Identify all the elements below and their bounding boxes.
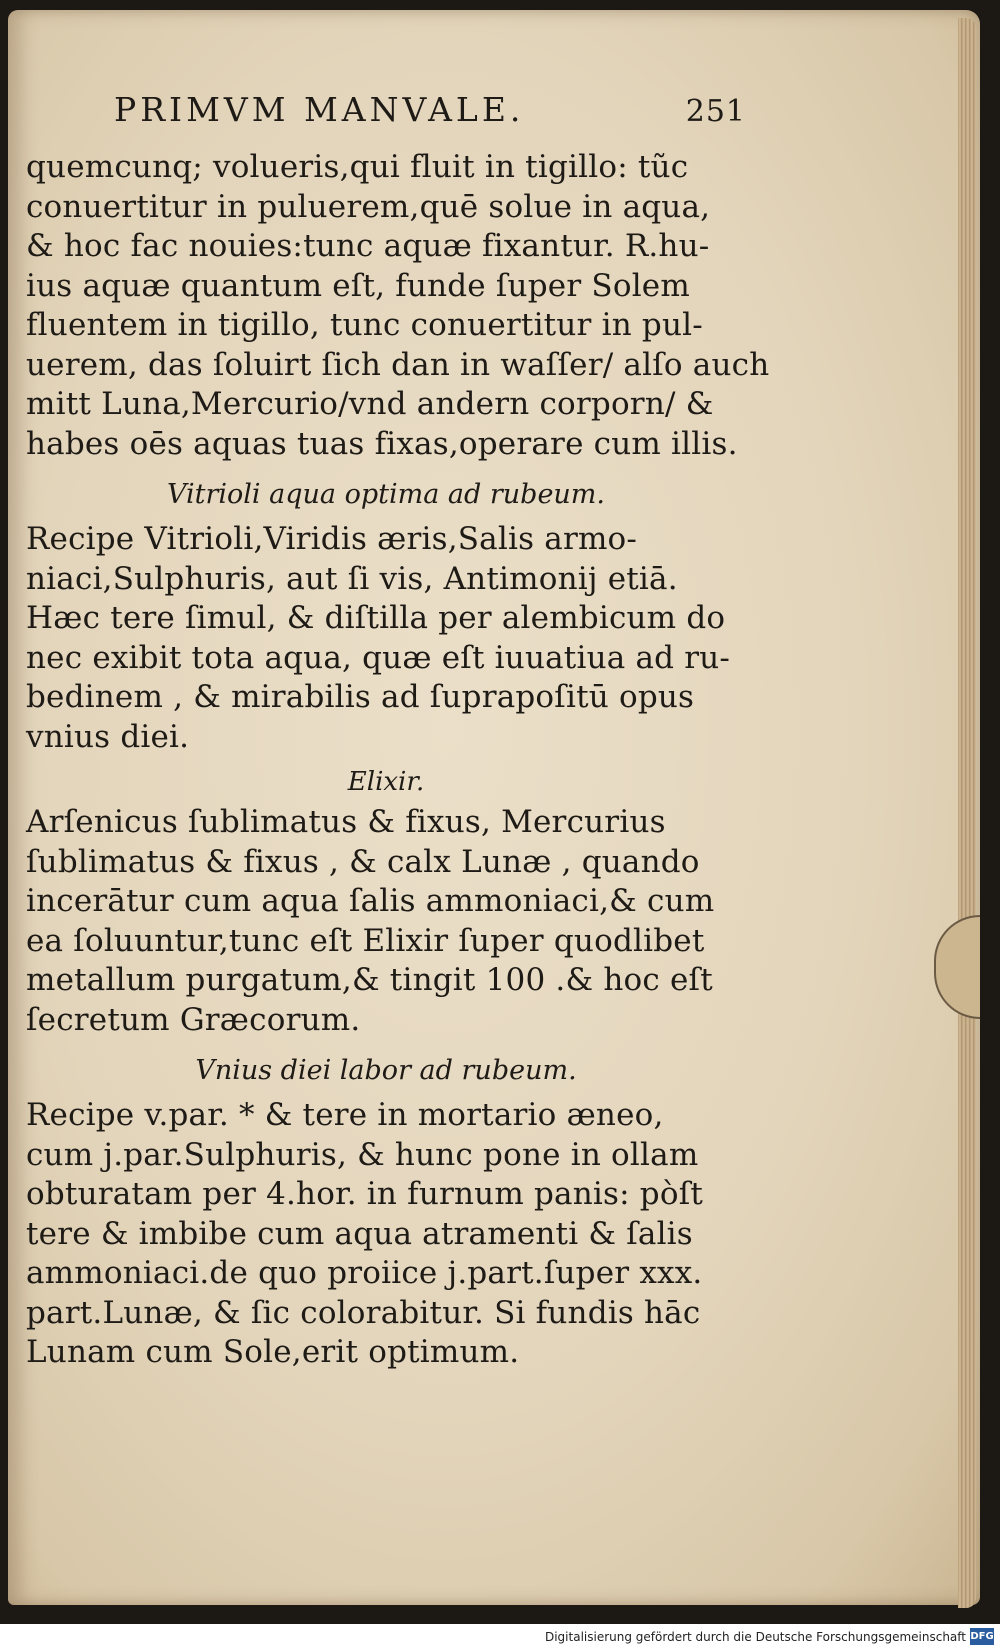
text-line: ea ſoluuntur,tunc eſt Elixir ſuper quodlibet — [26, 922, 705, 959]
text-line: bedinem , & mirabilis ad ſuprapoſitū opus — [26, 679, 695, 715]
text-line: obturatam per 4.hor. in furnum panis: pòſt — [26, 1176, 704, 1212]
text-line: uerem, das ſoluirt ſich dan in waſſer/ alſo auch — [26, 346, 770, 383]
text-line: ammoniaci.de quo proiice j.part.ſuper xxx. — [26, 1255, 703, 1291]
text-line: incerātur cum aqua ſalis ammoniaci,& cum — [26, 883, 715, 919]
text-line: Arſenicus ſublimatus & fixus, Mercurius — [26, 804, 666, 840]
running-title: PRIMVM MANVALE. — [114, 90, 525, 129]
text-line: nec exibit tota aqua, quæ eſt iuuatiua ad ru- — [26, 639, 731, 676]
text-line: Recipe v.par. * & tere in mortario æneo, — [26, 1097, 664, 1133]
page-edge — [958, 18, 976, 1608]
text-line: Recipe Vitrioli,Viridis æris,Salis armo- — [26, 521, 638, 557]
section-heading-elixir: Elixir. — [347, 767, 425, 797]
text-line: niaci,Sulphuris, aut ſi vis, Antimonij etiā. — [26, 560, 678, 597]
text-line: quemcunq; volueris,qui fluit in tigillo: tũc — [26, 149, 689, 185]
paragraph-4 — [26, 1096, 746, 1373]
text-line: conuertitur in puluerem,quē solue in aqua, — [26, 188, 711, 225]
text-line: metallum purgatum,& tingit 100 .& hoc eſt — [26, 962, 713, 998]
page-number: 251 — [685, 94, 746, 129]
dfg-logo-icon: DFG — [970, 1628, 994, 1645]
text-line: ius aquæ quantum eſt, funde ſuper Solem — [26, 267, 690, 304]
paragraph-3 — [26, 803, 746, 1040]
text-line: fluentem in tigillo, tunc conuertitur in pul- — [26, 307, 703, 343]
text-line: tere & imbibe cum aqua atramenti & ſalis — [26, 1215, 693, 1252]
section-heading-vitrioli: Vitrioli aqua optima ad rubeum. — [166, 479, 605, 510]
text-line: Hæc tere ſimul, & diſtilla per alembicum do — [26, 600, 726, 636]
text-line: cum j.par.Sulphuris, & hunc pone in ollam — [26, 1136, 699, 1173]
text-line: habes oēs aquas tuas fixas,operare cum illis. — [26, 425, 738, 462]
page-text — [26, 90, 770, 1373]
text-line: Lunam cum Sole,erit optimum. — [26, 1334, 520, 1370]
text-line: ſublimatus & fixus , & calx Lunæ , quando — [26, 843, 700, 880]
paragraph-1 — [26, 148, 770, 464]
text-line: vnius diei. — [26, 718, 190, 755]
section-heading-vnius-diei: Vnius diei labor ad rubeum. — [195, 1055, 577, 1086]
text-line: part.Lunæ, & ſic colorabitur. Si fundis hāc — [26, 1294, 701, 1331]
paragraph-2 — [26, 520, 746, 757]
funding-credit: Digitalisierung gefördert durch die Deutsche Forschungsgemeinschaft — [544, 1630, 966, 1644]
digitization-footer — [0, 1624, 1000, 1651]
page-tab — [934, 915, 980, 1019]
text-line: & hoc fac nouies:tunc aquæ fixantur. R.hu- — [26, 228, 710, 264]
text-line: ſecretum Græcorum. — [26, 1001, 361, 1038]
text-line: mitt Luna,Mercurio/vnd andern corporn/ & — [26, 386, 714, 422]
book-page — [8, 10, 980, 1605]
running-header — [26, 90, 746, 148]
